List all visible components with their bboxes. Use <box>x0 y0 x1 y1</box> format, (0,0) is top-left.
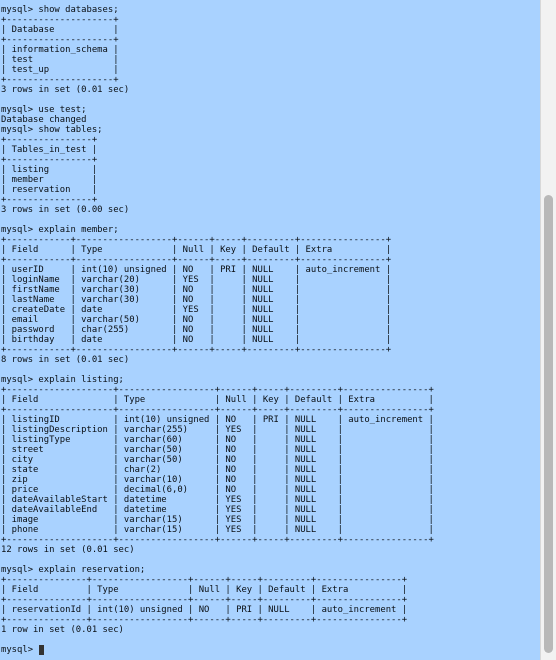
vertical-scrollbar[interactable] <box>540 0 556 660</box>
scrollbar-thumb[interactable] <box>544 195 553 653</box>
prompt-text: mysql> <box>1 645 39 655</box>
text-cursor <box>39 645 44 655</box>
terminal-output: mysql> show databases; +--------------------+ | Database | +--------------------+ | information_schema | | test | | test_up | +--------------------+ 3 rows in set (0.01 sec) mysql> use test; Database changed mysql> show tables; +----------------+ | Tables_in_test | +----------------+ | listing | | member | | reservation | +----------------+ 3 rows in set (0.00 sec) mysql> explain member; +------------+------------------+------+-----+---------+----------------+ | Field | Type | Null | Key | Default | Extra | +------------+------------------+------+-----+---------+----------------+ | userID | int(10) unsigned | NO | PRI | NULL | auto_increment | | loginName | varchar(20) | YES | | NULL | | | firstName | varchar(30) | NO | | NULL | | | lastName | varchar(30) | NO | | NULL | | | createDate | date | YES | | NULL | | | email | varchar(50) | NO | | NULL | | | password | char(255) | NO | | NULL | | | birthday | date | NO | | NULL | | +------------+------------------+------+-----+---------+----------------+ 8 rows in set (0.01 sec) mysql> explain listing; +--------------------+------------------+------+-----+---------+----------------+ | Field | Type | Null | Key | Default | Extra | +--------------------+------------------+------+-----+---------+----------------+ | listingID | int(10) unsigned | NO | PRI | NULL | auto_increment | | listingDescription | varchar(255) | YES | | NULL | | | listingType | varchar(60) | NO | | NULL | | | street | varchar(50) | NO | | NULL | | | city | varchar(50) | NO | | NULL | | | state | char(2) | NO | | NULL | | | zip | varchar(10) | NO | | NULL | | | price | decimal(6,0) | NO | | NULL | | | dateAvailableStart | datetime | YES | | NULL | | | dateAvailableEnd | datetime | YES | | NULL | | | image | varchar(15) | YES | | NULL | | | phone | varchar(15) | YES | | NULL | | +--------------------+------------------+------+-----+---------+----------------+ 12 rows in set (0.01 sec) mysql> explain reservation; +---------------+------------------+------+-----+---------+----------------+ | Field | Type | Null | Key | Default | Extra | +---------------+------------------+------+-----+---------+----------------+ | reservationId | int(10) unsigned | NO | PRI | NULL | auto_increment | +---------------+------------------+------+-----+---------+----------------+ 1 row in set (0.01 sec) <box>1 5 434 635</box>
command-prompt[interactable] <box>1 645 44 655</box>
